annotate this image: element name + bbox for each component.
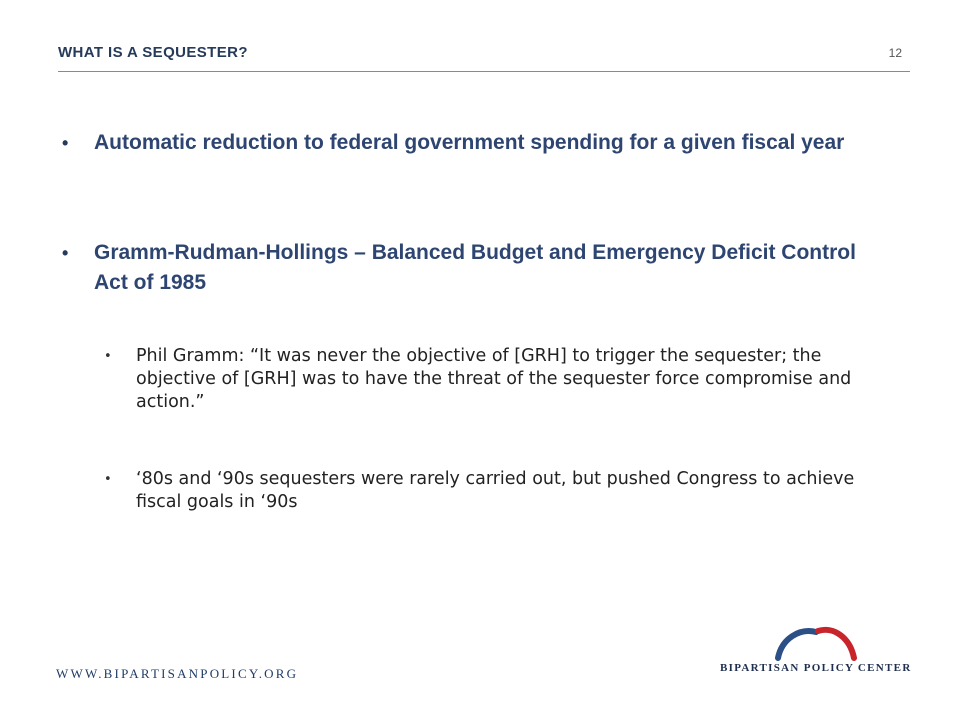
sub-bullet-1 xyxy=(104,345,874,414)
bullet-marker: • xyxy=(62,133,69,153)
main-bullet-text: Automatic reduction to federal government spending for a given fiscal year xyxy=(94,131,845,154)
main-bullet-2 xyxy=(62,238,872,298)
blue-arc-icon xyxy=(778,631,816,658)
red-arc-icon xyxy=(818,630,854,658)
bullet-marker: • xyxy=(104,349,112,364)
slide-title: WHAT IS A SEQUESTER? xyxy=(58,44,248,61)
header-divider xyxy=(58,71,910,72)
sub-bullet-2 xyxy=(104,468,874,514)
main-bullet-1 xyxy=(62,128,872,158)
footer-website-url: WWW.BIPARTISANPOLICY.ORG xyxy=(56,666,299,681)
bullet-marker: • xyxy=(104,472,112,487)
sub-bullet-text: Phil Gramm: “It was never the objective of [GRH] to trigger the sequester; the objective of [GRH] was to have the threat of the sequester force compromise and action.” xyxy=(136,346,852,412)
logo-wordmark: BIPARTISAN POLICY CENTER xyxy=(720,662,912,674)
bullet-marker: • xyxy=(62,243,69,263)
main-bullet-text: Gramm-Rudman-Hollings – Balanced Budget and Emergency Deficit Control Act of 1985 xyxy=(94,241,856,294)
bipartisan-arcs-logo-icon xyxy=(772,622,858,662)
page-number: 12 xyxy=(888,46,902,60)
sub-bullet-text: ‘80s and ‘90s sequesters were rarely carried out, but pushed Congress to achieve fiscal goals in ‘90s xyxy=(136,469,855,512)
bipartisan-policy-center-logo xyxy=(720,622,910,682)
